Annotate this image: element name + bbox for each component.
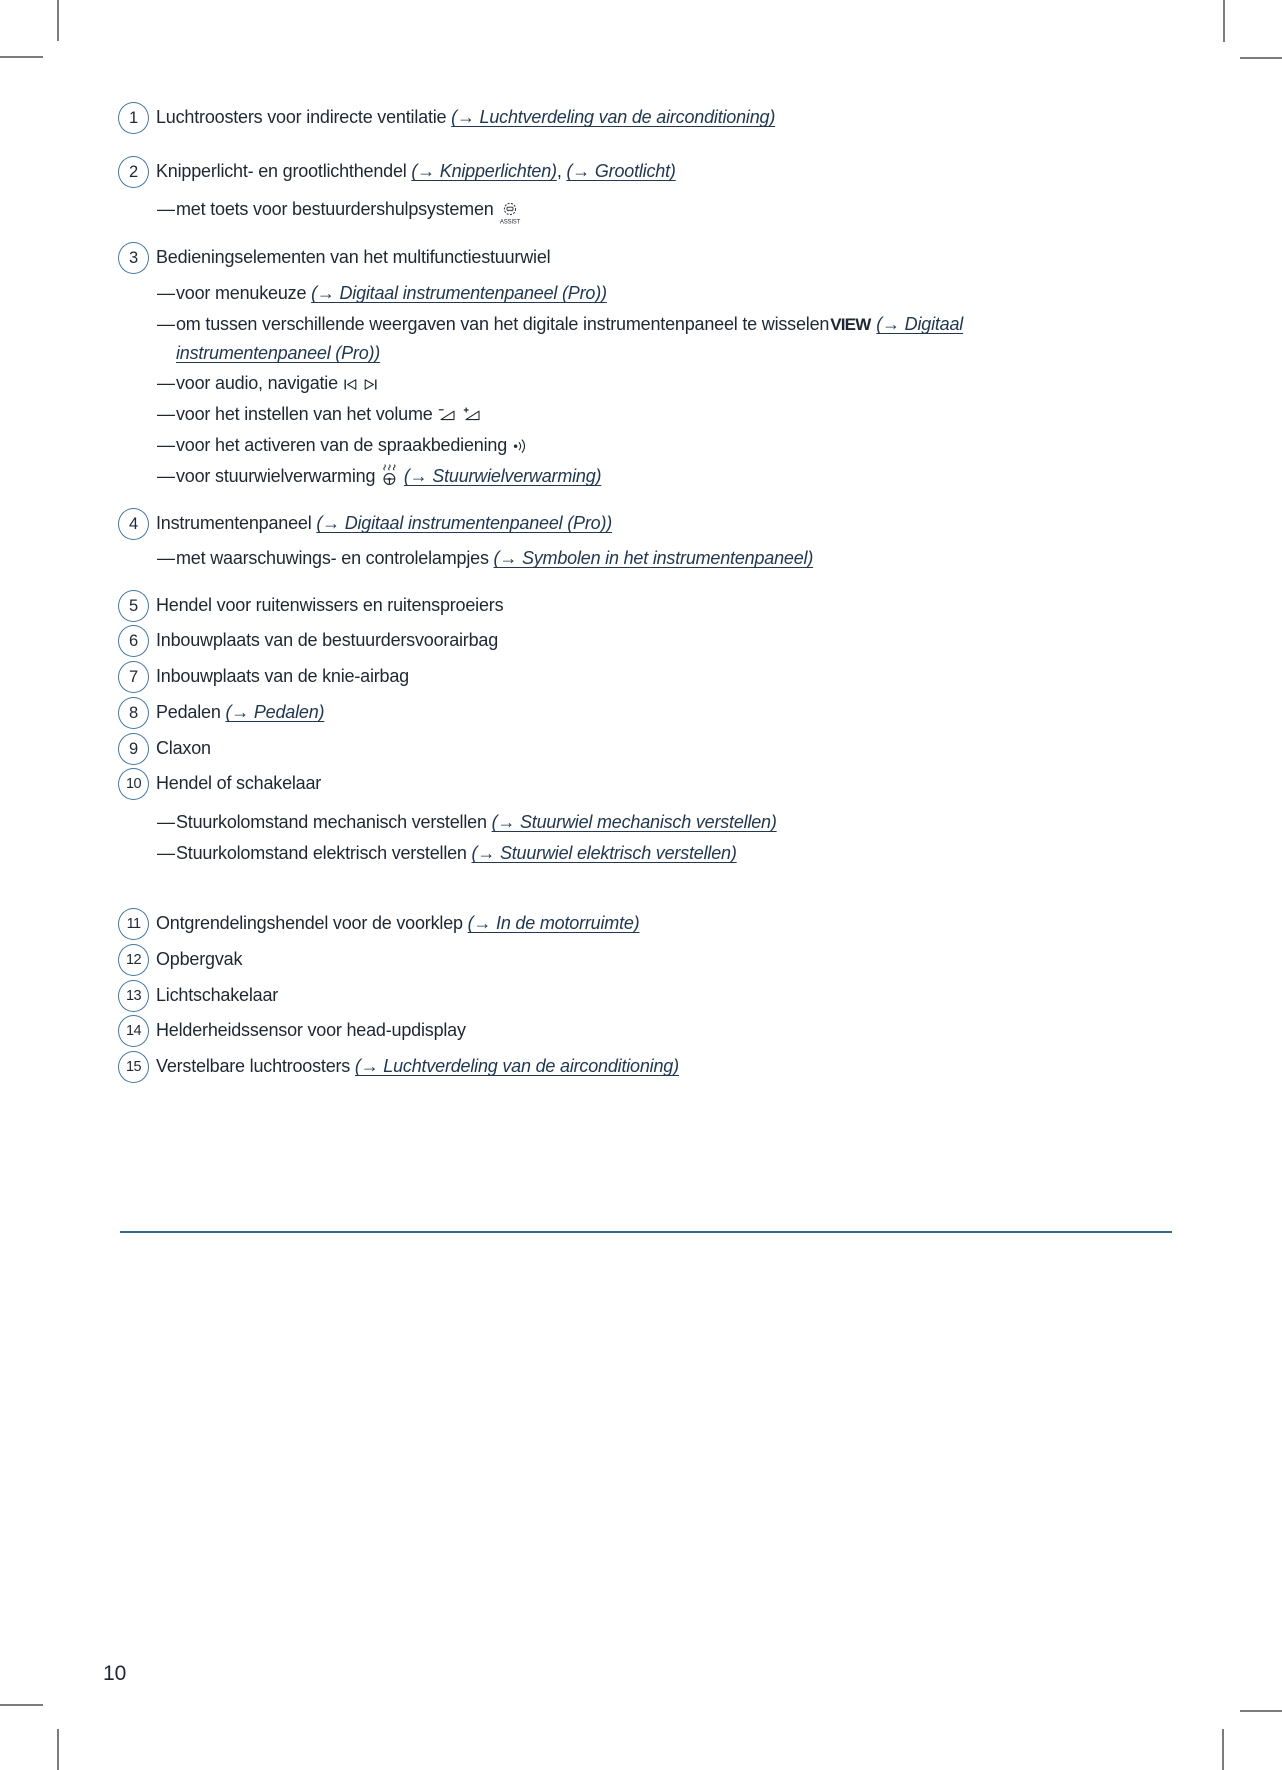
crop-mark [1223, 0, 1225, 42]
cross-reference-link[interactable]: instrumentenpaneel (Pro)) [176, 343, 381, 363]
item-number: 1 [129, 109, 138, 127]
row-content [176, 371, 378, 395]
item-number: 13 [126, 988, 141, 1004]
item-number: 10 [126, 776, 141, 792]
item-number-badge [118, 508, 149, 540]
item-number-badge [118, 102, 149, 134]
text-segment: Pedalen [156, 702, 226, 722]
list-subitem-continuation [118, 341, 1182, 365]
item-number-badge [118, 1051, 149, 1083]
text-segment: Opbergvak [156, 949, 243, 969]
text-segment: Helderheidssensor voor head-updisplay [156, 1020, 466, 1040]
item-number-badge [118, 944, 149, 976]
row-content [176, 281, 607, 305]
item-number: 12 [126, 952, 141, 968]
crop-mark [57, 1729, 59, 1770]
prev-track-icon [343, 371, 358, 395]
text-segment: met toets voor bestuurdershulpsystemen [176, 199, 499, 219]
text-segment: Claxon [156, 738, 211, 758]
section-divider [120, 1231, 1172, 1233]
list-item-4 [118, 511, 1182, 537]
list-item-1 [118, 105, 1182, 131]
list-item-11 [118, 911, 1182, 937]
item-number-badge [118, 980, 149, 1012]
row-content [176, 341, 380, 365]
text-segment: Verstelbare luchtroosters [156, 1056, 355, 1076]
cross-reference-link[interactable]: (→ Stuurwielverwarming) [403, 466, 602, 486]
dash-bullet: — [157, 435, 175, 455]
text-segment: Bedieningselementen van het multifunctiestuurwiel [156, 247, 551, 267]
crop-mark [0, 1704, 43, 1706]
crop-mark [57, 0, 59, 41]
legend-list [118, 0, 1182, 1233]
volume-up-icon [462, 402, 482, 426]
list-item-9 [118, 736, 1182, 762]
row-content [156, 628, 498, 652]
list-item-6 [118, 628, 1182, 654]
crop-mark [1240, 57, 1282, 59]
list-subitem [118, 841, 1182, 865]
cross-reference-link[interactable]: (→ Digitaal instrumentenpaneel (Pro)) [316, 513, 613, 533]
row-content [176, 197, 522, 225]
text-segment: Inbouwplaats van de knie-airbag [156, 666, 409, 686]
page-number: 10 [103, 1662, 127, 1685]
assist-label: ASSIST [500, 219, 521, 225]
dash-bullet: — [157, 373, 175, 393]
row-content [176, 312, 963, 337]
text-segment: Knipperlicht- en grootlichthendel [156, 161, 412, 181]
item-number: 6 [129, 632, 138, 650]
row-content [156, 159, 676, 183]
cross-reference-link[interactable]: (→ Stuurwiel mechanisch verstellen) [491, 812, 777, 832]
cross-reference-link[interactable]: (→ Symbolen in het instrumentenpaneel) [493, 548, 814, 568]
cross-reference-link[interactable]: (→ Pedalen) [225, 702, 325, 722]
list-subitem [118, 433, 1182, 457]
row-content [156, 1018, 466, 1042]
crop-mark [1222, 1729, 1224, 1770]
list-subitem [118, 371, 1182, 395]
text-segment: Ontgrendelingshendel voor de voorklep [156, 913, 468, 933]
item-number-badge [118, 625, 149, 657]
text-segment: Hendel voor ruitenwissers en ruitensproeiers [156, 595, 504, 615]
item-number: 5 [129, 597, 138, 615]
text-segment: voor menukeuze [176, 283, 312, 303]
list-item-3 [118, 245, 1182, 271]
row-content [156, 593, 503, 617]
item-number-badge [118, 908, 149, 940]
list-item-13 [118, 983, 1182, 1009]
list-item-7 [118, 664, 1182, 690]
text-segment: Luchtroosters voor indirecte ventilatie [156, 107, 452, 127]
crop-mark [0, 56, 43, 58]
item-number: 2 [129, 163, 138, 181]
list-subitem [118, 312, 1182, 337]
text-segment: met waarschuwings- en controlelampjes [176, 548, 494, 568]
text-segment: Hendel of schakelaar [156, 773, 322, 793]
row-content [176, 433, 528, 457]
dash-bullet: — [157, 199, 175, 219]
row-content [156, 983, 278, 1007]
item-number: 15 [126, 1059, 141, 1075]
item-number: 8 [129, 704, 138, 722]
cross-reference-link[interactable]: (→ Digitaal [876, 314, 964, 334]
cross-reference-link[interactable]: (→ Knipperlichten) [411, 161, 557, 181]
list-subitem [118, 810, 1182, 834]
list-item-12 [118, 947, 1182, 973]
view-button-label: VIEW [830, 315, 871, 334]
text-segment: voor het instellen van het volume [176, 404, 438, 424]
item-number-badge [118, 697, 149, 729]
text-segment: Stuurkolomstand elektrisch verstellen [176, 843, 472, 863]
next-track-icon [363, 371, 378, 395]
item-number-badge [118, 733, 149, 765]
text-segment: Inbouwplaats van de bestuurdersvoorairbag [156, 630, 499, 650]
list-item-14 [118, 1018, 1182, 1044]
row-content [156, 511, 612, 535]
item-number-badge [118, 242, 149, 274]
dash-bullet: — [157, 843, 175, 863]
row-content [156, 911, 639, 935]
row-content [156, 947, 242, 971]
wheel-heat-icon [380, 464, 399, 488]
cross-reference-link[interactable]: (→ Stuurwiel elektrisch verstellen) [471, 843, 737, 863]
list-subitem [118, 402, 1182, 426]
text-segment: , [556, 161, 567, 181]
item-number: 4 [129, 515, 138, 533]
crop-mark [1240, 1710, 1282, 1712]
row-content [156, 664, 409, 688]
text-segment: voor audio, navigatie [176, 373, 343, 393]
text-segment: Lichtschakelaar [156, 985, 279, 1005]
item-number-badge [118, 590, 149, 622]
list-item-15 [118, 1054, 1182, 1080]
text-segment: om tussen verschillende weergaven van het digitale instrumentenpaneel te wisselen [176, 314, 830, 334]
list-subitem [118, 464, 1182, 488]
cross-reference-link[interactable]: (→ Digitaal instrumentenpaneel (Pro)) [311, 283, 607, 303]
text-segment: Stuurkolomstand mechanisch verstellen [176, 812, 492, 832]
volume-down-icon [437, 402, 457, 426]
row-content [176, 810, 777, 834]
list-item-10 [118, 771, 1182, 797]
cross-reference-link[interactable]: (→ In de motorruimte) [467, 913, 640, 933]
item-number: 9 [129, 740, 138, 758]
row-content [176, 546, 813, 570]
dash-bullet: — [157, 548, 175, 568]
cross-reference-link[interactable]: (→ Grootlicht) [566, 161, 676, 181]
dash-bullet: — [157, 283, 175, 303]
text-segment: voor het activeren van de spraakbediening [176, 435, 512, 455]
text-segment: voor stuurwielverwarming [176, 466, 381, 486]
dash-bullet: — [157, 466, 175, 486]
list-item-2 [118, 159, 1182, 185]
item-number-badge [118, 768, 149, 800]
item-number: 11 [126, 916, 141, 932]
item-number-badge [118, 1015, 149, 1047]
dash-bullet: — [157, 314, 175, 334]
list-subitem [118, 281, 1182, 305]
dash-bullet: — [157, 812, 175, 832]
list-item-5 [118, 593, 1182, 619]
item-number-badge [118, 156, 149, 188]
row-content [156, 105, 775, 129]
row-content [156, 771, 321, 795]
row-content [176, 464, 601, 488]
row-content [156, 245, 550, 269]
item-number: 7 [129, 668, 138, 686]
cross-reference-link[interactable]: (→ Luchtverdeling van de airconditioning) [451, 107, 776, 127]
voice-icon [512, 433, 528, 457]
row-content [176, 841, 737, 865]
item-number: 3 [129, 249, 138, 267]
list-subitem [118, 197, 1182, 225]
row-content [156, 736, 211, 760]
dash-bullet: — [157, 404, 175, 424]
cross-reference-link[interactable]: (→ Luchtverdeling van de airconditioning) [354, 1056, 679, 1076]
row-content [156, 1054, 679, 1078]
row-content [156, 700, 324, 724]
text-segment: Instrumentenpaneel [156, 513, 317, 533]
item-number: 14 [126, 1023, 141, 1039]
row-content [176, 402, 482, 426]
list-item-8 [118, 700, 1182, 726]
list-subitem [118, 546, 1182, 570]
item-number-badge [118, 661, 149, 693]
assist-icon [498, 197, 522, 225]
